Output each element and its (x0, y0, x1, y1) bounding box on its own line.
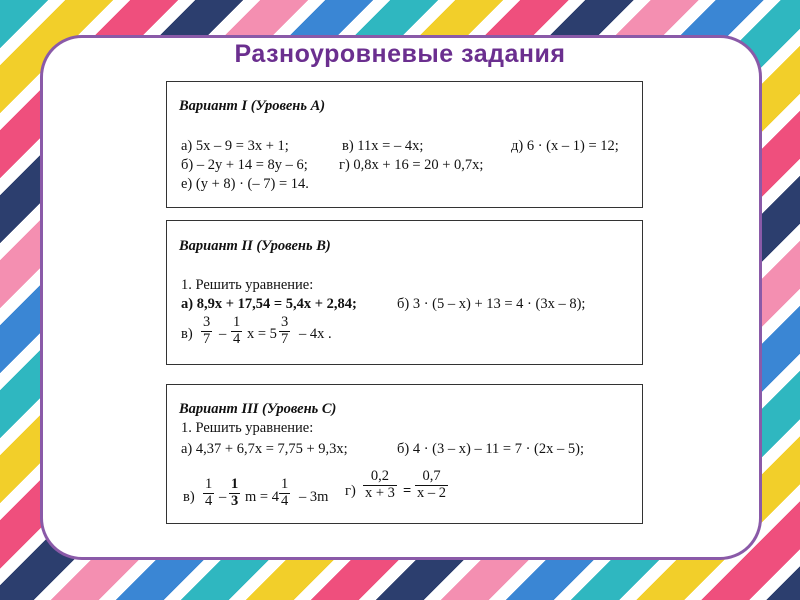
v3-task: 1. Решить уравнение: (181, 420, 314, 436)
fraction-numerator: 1 (281, 476, 289, 492)
v2-fraction-2 (231, 315, 242, 348)
v2-mid: x = 5 (247, 326, 277, 342)
fraction-numerator: 1 (233, 314, 241, 330)
fraction-numerator: 0,2 (363, 469, 397, 486)
v1-eq-v: в) 11x = – 4x; (342, 138, 424, 154)
v3-fraction-1 (203, 477, 214, 510)
v3-fraction-g2 (415, 469, 448, 502)
v3-equals: = (403, 483, 412, 499)
page-title: Разноуровневые задания (234, 40, 566, 68)
v3-mid: m = 4 (245, 489, 279, 505)
fraction-denominator: 3 (231, 492, 239, 509)
fraction-denominator: 4 (205, 492, 213, 509)
fraction-numerator: 1 (231, 476, 239, 492)
v2-eq-b: б) 3 · (5 – x) + 13 = 4 · (3x – 8); (397, 296, 586, 312)
v3-fraction-3 (279, 477, 290, 510)
fraction-denominator: x – 2 (417, 484, 446, 501)
variant-3-box (166, 384, 643, 524)
v1-eq-g: г) 0,8x + 16 = 20 + 0,7x; (339, 157, 484, 173)
v3-eq-g-label: г) (345, 483, 356, 499)
v2-end: – 4x . (299, 326, 332, 342)
v2-eq-v-label: в) (181, 326, 193, 342)
fraction-denominator: 7 (281, 330, 289, 347)
fraction-numerator: 0,7 (415, 469, 448, 486)
v1-eq-b: б) – 2y + 14 = 8y – 6; (181, 157, 308, 173)
v3-end: – 3m (299, 489, 329, 505)
variant-3-header: Вариант III (Уровень С) (179, 401, 337, 417)
v3-fraction-g1 (363, 469, 397, 502)
v2-fraction-3 (279, 315, 290, 348)
fraction-denominator: 4 (281, 492, 289, 509)
v3-minus: – (219, 489, 227, 505)
fraction-denominator: x + 3 (365, 484, 395, 501)
v3-fraction-2 (229, 477, 240, 510)
fraction-numerator: 1 (205, 476, 213, 492)
v3-eq-a: а) 4,37 + 6,7x = 7,75 + 9,3x; (181, 441, 348, 457)
fraction-numerator: 3 (281, 314, 289, 330)
v2-task: 1. Решить уравнение: (181, 277, 314, 293)
v2-eq-a: а) 8,9x + 17,54 = 5,4x + 2,84; (181, 296, 357, 312)
v1-eq-d: д) 6 · (x – 1) = 12; (511, 138, 619, 154)
v2-fraction-1 (201, 315, 212, 348)
v3-eq-v-label: в) (183, 489, 195, 505)
fraction-numerator: 3 (203, 314, 211, 330)
variant-2-header: Вариант II (Уровень В) (179, 238, 331, 254)
v1-eq-a: а) 5x – 9 = 3x + 1; (181, 138, 289, 154)
fraction-denominator: 4 (233, 330, 241, 347)
variant-1-header: Вариант I (Уровень А) (179, 98, 326, 114)
variant-2-box (166, 220, 643, 365)
fraction-denominator: 7 (203, 330, 211, 347)
v1-eq-e: е) (y + 8) · (– 7) = 14. (181, 176, 309, 192)
v3-eq-b: б) 4 · (3 – x) – 11 = 7 · (2x – 5); (397, 441, 584, 457)
v2-minus: – (219, 326, 227, 342)
variant-1-box (166, 81, 643, 208)
